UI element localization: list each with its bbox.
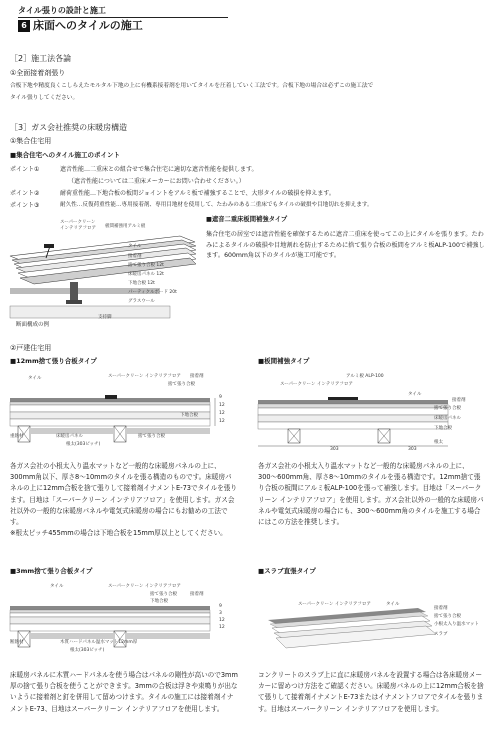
type4-text: コンクリートのスラブ上に直に床暖房パネルを設置する場合は各床暖房メーカーに留めつけ方法をご確認ください。床暖房パネルの上に12mm合板を捨て張りして接着剤イナメントE-73またはイナメントフロアでタイルを張ります。目地はスーパークリーン インテリアフロアを使用します。 [258,671,484,713]
t1-dim-0: 9 [219,395,222,400]
d1-label-3: タイル [128,244,142,249]
t4-label-4: 小根太入り温水マット [434,622,479,627]
d1-label-7: 下地合板 12t [128,281,155,286]
page-title: 床面へのタイルの施工 [33,19,143,32]
t1-label-1: スーパークリーン インテリアフロア [108,374,181,379]
t2-dim-0: 303 [330,447,339,452]
type3-text: 床暖房パネルに木質ハードパネルを使う場合はパネルの剛性が高いので3mm厚の捨て張り合板を使うことができます。3mmの合板は浮きや束鳴りが出ないように接着剤と釘を併用して留めつけます。タイルの施工には接着剤イナメントE-73、目地はスーパークリーン インテリアフロアを使用します。 [10,671,238,713]
header-badge: 6 [18,20,30,32]
t1-label-4: 下地合板 [180,413,198,418]
point-1-label: ポイント① [10,166,40,173]
t4-label-0: スーパークリーン インテリアフロア [298,602,371,607]
header-kicker: タイル張りの設計と施工 [18,6,106,15]
detached-sub: ②戸建住宅用 [10,344,52,352]
d1-caption: 断面構成の例 [16,322,50,328]
type2-diagram [258,370,486,450]
section2-sub: ①全面接着剤張り [10,69,66,77]
d1-label-6: 床暖房パネル 12t [128,272,164,277]
diagram-section-apartment [10,216,200,334]
t2-label-3: 接着剤 [452,398,466,403]
section3-heading: ［3］ガス会社推奨の床暖房構造 [10,123,128,132]
t3-dim-2: 12 [219,618,225,623]
t3-dim-3: 12 [219,625,225,630]
reinforce-title: ■遮音二重床板間補強タイプ [206,216,288,223]
t4-label-3: 捨て張り合板 [434,614,461,619]
t1-label-8: 根太(303ピッチ) [66,442,101,447]
t1-label-2: 接着剤 [190,374,204,379]
d1-label-9: グラスウール [128,299,155,304]
type1-text: 各ガス会社の小根太入り温水マットなど一般的な床暖房パネルの上に、300mm角以下、厚さ8〜10mmのタイルを張る構造のものです。床暖房パネルの上に12mm合板を捨て張りして接着剤イナメントE-73でタイルを張ります。目地は「スーパークリーン インテリアフロア」を使用します。ガス会社以外の一般的な床暖房パネルや電気式床暖房の場合にもお勧めの工法です。 [10,462,237,527]
t1-label-7: 捨て張り合板 [138,434,165,439]
point-3-text: 耐久性…反復荷重性能…専用接着剤、専用目地材を使用して、たわみのある二重床でもタイルの破損や目地切れを抑えます。 [60,202,373,208]
t3-dim-1: 3 [219,611,222,616]
t2-label-4: 捨て張り合板 [434,406,461,411]
type1-note: ※根太ピッチ455mmの場合は下地合板を15mm厚以上としてください。 [10,529,227,537]
t3-label-3: 下地合板 [150,599,168,604]
t1-label-3: 捨て張り合板 [168,382,195,387]
d1-label-1: インテリアフロア [60,226,96,231]
reinforce-text: 集合住宅の居室では遮音性能を確保するために遮音二重床を使ってこの上にタイルを張ります。たわみによるタイルの破損や目地割れを防止するために捨て張り合板の板間をアルミ板ALP-100で補強します。600mm角以下のタイルが施工可能です。 [206,231,485,259]
type1-section-svg [10,370,238,448]
t3-label-4: 接着剤 [190,592,204,597]
section3-sub: ①集合住宅用 [10,137,52,145]
t2-label-0: アルミ板 ALP-100 [346,374,384,379]
point-title: ■集合住宅へのタイル施工のポイント [10,151,121,159]
type3-title: ■3mm捨て張り合板タイプ [10,567,93,575]
point-2-text: 耐荷重性能…下地合板の板間ジョイントをアルミ板で補強することで、大形タイルの破損を抑えます。 [60,190,335,197]
type2-title: ■板間補強タイプ [258,357,310,365]
section2-para2: タイル張りしてください。 [10,95,79,101]
t1-dim-2: 12 [219,411,225,416]
point-1b-text: （遮音性能については二重床メーカーにお問い合わせください。） [68,178,245,185]
t2-label-1: スーパークリーン インテリアフロア [280,382,353,387]
t4-label-2: 接着剤 [434,606,448,611]
t3-label-2: 捨て張り合板 [150,592,177,597]
t1-label-0: タイル [28,376,42,381]
point-1-text: 遮音性能…二重床との組合せで集合住宅に適切な遮音性能を提供します。 [60,166,258,173]
t4-label-1: タイル [386,602,400,607]
t1-dim-3: 12 [219,419,225,424]
type3-diagram [10,580,238,658]
t1-label-6: 床暖房パネル [56,434,83,439]
t2-dim-1: 303 [408,447,417,452]
section2-heading: ［2］施工法各論 [10,54,72,63]
t3-label-1: スーパークリーン インテリアフロア [108,584,181,589]
d1-label-2: 板間補強用アルミ板 [105,224,146,229]
d1-label-10: 支持脚 [98,315,112,320]
t3-label-5: 断熱材 [10,640,24,645]
point-2-label: ポイント② [10,190,40,197]
t2-label-2: タイル [408,392,422,397]
t3-label-6: 木質ハードパネル温水マット12mm厚 [60,640,138,645]
d1-label-8: パーティクルボード 20t [128,290,177,295]
d1-label-4: 接着剤 [128,254,142,259]
t2-label-5: 床暖房パネル [434,416,461,421]
type1-title: ■12mm捨て張り合板タイプ [10,357,97,365]
point-3-label: ポイント③ [10,202,40,209]
section2-para1: 合板下地や精度良くこしらえたモルタル下地の上に有機系接着剤を用いてタイルを圧着していく工法です。合板下地の場合は必ずこの施工法で [10,83,374,89]
t3-label-0: タイル [50,584,64,589]
type4-diagram [258,580,486,658]
type1-diagram [10,370,238,448]
d1-label-0: スーパークリーン [60,220,96,225]
d1-label-5: 捨て張り合板 12t [128,263,164,268]
t2-label-7: 根太 [434,440,443,445]
t3-dim-0: 9 [219,604,222,609]
type4-title: ■スラブ直張タイプ [258,567,316,575]
t2-label-6: 下地合板 [434,426,452,431]
t4-label-5: スラブ [434,632,448,637]
t3-label-7: 根太(303ピッチ) [70,648,105,653]
t1-dim-1: 12 [219,403,225,408]
type2-text: 各ガス会社の小根太入り温水マットなど一般的な床暖房パネルの上に、300〜600mm角、厚さ8〜10mmのタイルを張る構造です。12mm捨て張り合板の板間にアルミ板ALP-100を張って補強します。目地は「スーパークリーン インテリアフロア」を使用します。ガス会社以外の一般的な床暖房パネルや電気式床暖房の場合にも、300〜600mm角のタイルを施工する場合にはこの方法を推奨します。 [258,462,484,527]
t1-label-5: 重熱材 [10,434,24,439]
